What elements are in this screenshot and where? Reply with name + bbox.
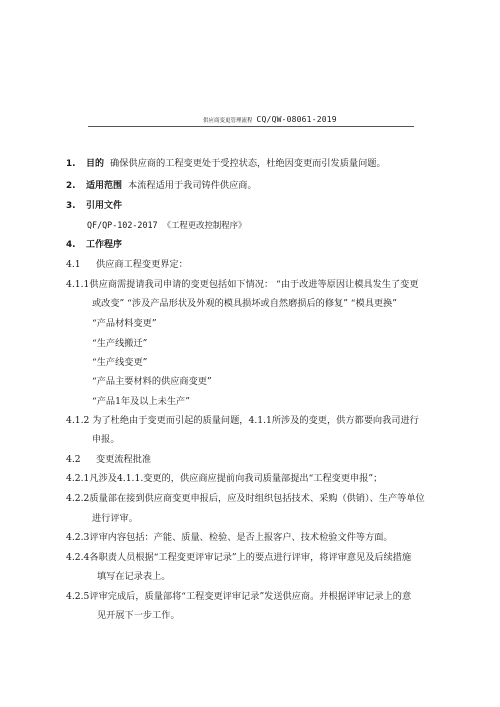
section-references [66,200,128,212]
item-4-2-2-line1: 4.2.2质量部在接到供应商变更申报后，应及时组织包括技术、采购（供销）、生产等单位 [66,493,425,504]
section-number: 4. [66,240,76,250]
section-number: 1. [66,159,76,169]
section-heading: 工作程序 [86,240,123,250]
section-number: 3. [66,201,76,211]
section-scope [66,180,257,192]
item-4-2-5-line2: 见开展下一步工作。 [97,610,180,621]
item-text: 变更流程批准 [96,454,152,465]
page-header [203,115,337,124]
list-item: “产品材料变更” [92,318,157,329]
item-text: 供应商工程变更界定： [96,259,188,270]
item-4-2-1: 4.2.1凡涉及4.1.1.变更的，供应商应提前向我司质量部提出“工程变更申报”； [66,473,383,484]
section-heading: 目的 [86,159,105,169]
document-code: CQ/QW-08061-2019 [256,115,337,124]
section-text: 本流程适用于我司铸件供应商。 [128,180,257,191]
item-4-1 [66,259,188,271]
item-4-2-2-line2: 进行评审。 [92,513,138,524]
item-4-2-5-line1: 4.2.5评审完成后，质量部将“工程变更评审记录”发送供应商。并根据评审记录上的意 [66,591,412,602]
section-heading: 引用文件 [86,201,123,211]
list-item: “产品主要材料的供应商变更” [92,376,212,387]
item-4-2 [66,454,151,466]
section-number: 2. [66,181,76,191]
section-heading: 适用范围 [86,181,123,191]
section-text: 确保供应商的工程变更处于受控状态，杜绝因变更而引发质量问题。 [110,158,386,169]
list-item: “生产线变更” [92,357,148,368]
item-4-1-1-line2: 或改变” “涉及产品形状及外观的模具损坏或自然磨损后的修复” “模具更换” [92,298,397,309]
item-number: 4.2 [66,454,81,465]
item-4-2-3: 4.2.3评审内容包括：产能、质量、检验、是否上报客户、技术检验文件等方面。 [66,532,393,543]
document-title: 供应商变更管理流程 [203,118,253,124]
item-4-2-4-line2: 填写在记录表上。 [97,571,171,582]
header-divider [88,126,414,127]
item-4-2-4-line1: 4.2.4各职责人员根据“工程变更评审记录”上的要点进行评审，将评审意见及后续措施 [66,552,412,563]
section-purpose [66,158,386,170]
section-procedure [66,239,128,251]
list-item: “产品1年及以上未生产” [92,396,190,407]
item-4-1-1-line1: 4.1.1供应商需提请我司申请的变更包括如下情况： “由于改进等原因让模具发生了变更 [66,279,419,290]
item-4-1-2-line1: 4.1.2 为了杜绝由于变更而引起的质量问题，4.1.1所涉及的变更，供方都要向我司进行 [66,415,419,426]
item-4-1-2-line2: 申报。 [92,434,120,445]
reference-document: QF/QP-102-2017 《工程更改控制程序》 [87,220,247,230]
list-item: “生产线搬迁” [92,338,148,349]
item-number: 4.1 [66,259,81,270]
